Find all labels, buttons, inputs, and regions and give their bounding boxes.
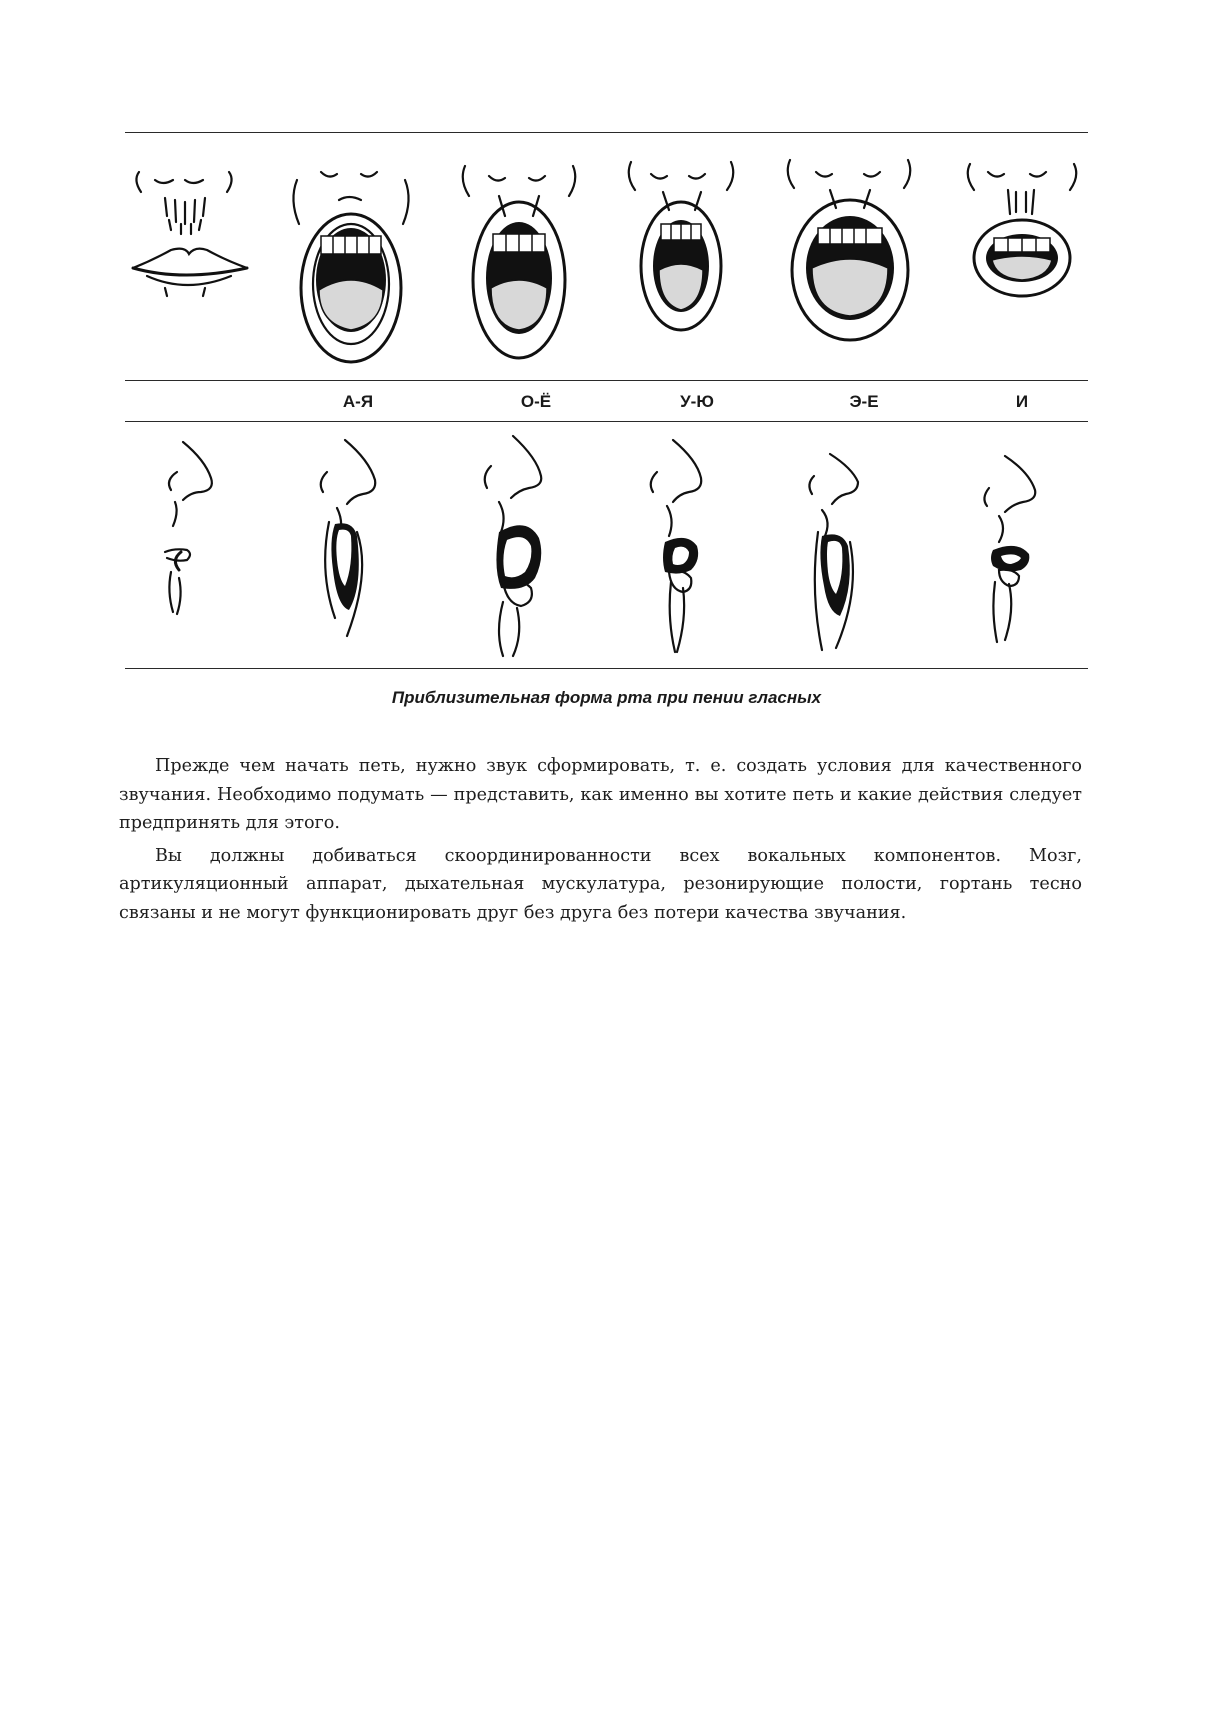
open-mouth-a-profile-drawing: [301, 432, 401, 664]
profile-views-row: [125, 432, 1088, 664]
figure-bottom-rule: [125, 668, 1088, 669]
open-mouth-u-profile-drawing: [631, 432, 731, 664]
open-mouth-i-front-drawing: [958, 150, 1088, 375]
closed-lips-profile-drawing: [139, 432, 239, 664]
open-mouth-o-front-drawing: [455, 150, 585, 375]
open-mouth-e-front-drawing: [780, 150, 920, 375]
front-views-row: [125, 150, 1088, 375]
open-mouth-a-front-drawing: [287, 150, 417, 375]
open-mouth-e-profile-drawing: [792, 432, 892, 664]
figure-top-rule: [125, 132, 1088, 133]
figure-caption: Приблизительная форма рта при пении гласных: [391, 688, 822, 707]
body-text: [119, 752, 1082, 927]
labels-top-rule: [125, 380, 1088, 381]
open-mouth-u-front-drawing: [623, 150, 743, 375]
vowel-label: Э-Е: [849, 392, 879, 411]
open-mouth-i-profile-drawing: [965, 432, 1065, 664]
vowel-label: А-Я: [342, 392, 374, 411]
vowel-label: У-Ю: [680, 392, 714, 411]
vowel-label: И: [1015, 392, 1029, 411]
labels-bottom-rule: [125, 421, 1088, 422]
vowel-label: О-Ё: [520, 392, 552, 411]
open-mouth-o-profile-drawing: [463, 432, 573, 664]
paragraph: Прежде чем начать петь, нужно звук сформировать, т. е. создать условия для качественного звучания. Необходимо подумать — представить, как именно вы хотите петь и какие действия следует предпринять для этого.: [119, 756, 1082, 833]
closed-lips-front-drawing: [125, 150, 255, 375]
paragraph: Вы должны добиваться скоординированности всех вокальных компонентов. Мозг, артикуляционный аппарат, дыхательная мускулатура, резонирующие полости, гортань тесно связаны и не могут функционировать друг без друга без потери качества звучания.: [119, 845, 1082, 923]
